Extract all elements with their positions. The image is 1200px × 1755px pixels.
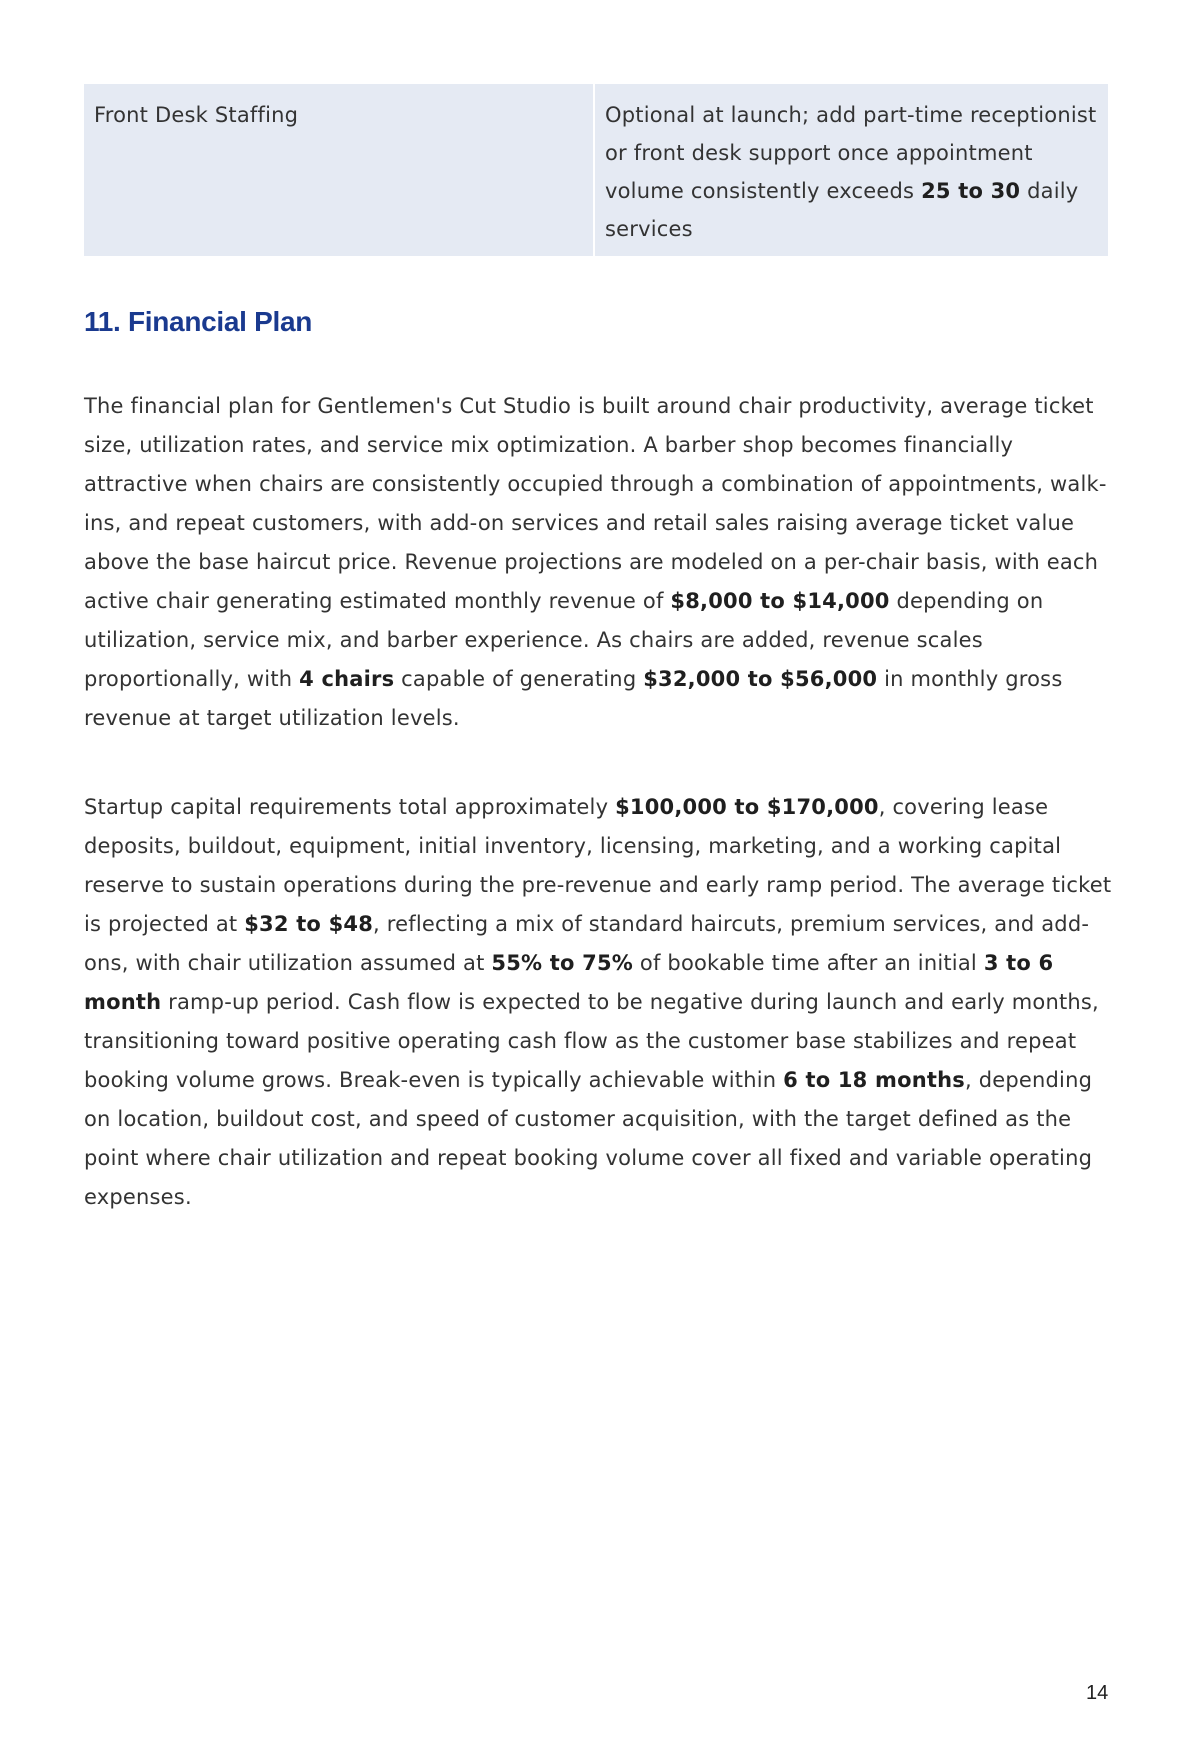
text-run: capable of generating <box>394 667 644 691</box>
text-run: of bookable time after an initial <box>633 951 984 975</box>
row-text: Optional at launch; add part-time receptionist or front desk support once appointment volume consistently exceeds <box>605 103 1097 203</box>
text-run: Startup capital requirements total approximately <box>84 795 616 819</box>
row-label: Front Desk Staffing <box>94 103 299 127</box>
page-number: 14 <box>1086 1682 1109 1704</box>
text-run: , reflecting a mix of standard haircuts, premium services, and add-ons, with chair utilization assumed at <box>84 912 1090 975</box>
text-run: , covering lease deposits, buildout, equipment, initial inventory, licensing, marketing, and a working capital reserve to sustain operations during the pre-revenue and early ramp period. The average ticket is projected at <box>84 795 1112 936</box>
row-text-end: daily services <box>605 179 1079 241</box>
bold-run: 4 chairs <box>299 667 395 691</box>
bold-run: 55% to 75% <box>491 951 634 975</box>
text-run: ramp-up period. Cash flow is expected to be negative during launch and early months, transitioning toward positive operating cash flow as the customer base stabilizes and repeat booking volume grows. Break-even is typically achievable within <box>84 990 1099 1092</box>
paragraph-startup-capital <box>84 788 1112 1217</box>
bold-run: $8,000 to $14,000 <box>670 589 890 613</box>
bold-run: $100,000 to $170,000 <box>615 795 879 819</box>
text-run: The financial plan for Gentlemen's Cut Studio is built around chair productivity, average ticket size, utilization rates, and service mix optimization. A barber shop becomes financially attractive when chairs are consistently occupied through a combination of appointments, walk-ins, and repeat customers, with add-on services and retail sales raising average ticket value above the base haircut price. Revenue projections are modeled on a per-chair basis, with each active chair generating estimated monthly revenue of <box>84 394 1107 613</box>
text-run: in monthly gross revenue at target utilization levels. <box>84 667 1063 730</box>
bold-run: 6 to 18 months <box>783 1068 965 1092</box>
text-run: , depending on location, buildout cost, and speed of customer acquisition, with the target defined as the point where chair utilization and repeat booking volume cover all fixed and variable operating expenses. <box>84 1068 1093 1209</box>
staffing-table <box>84 84 1108 256</box>
bold-run: 3 to 6 month <box>84 951 1054 1014</box>
section-heading: 11. Financial Plan <box>84 306 313 337</box>
row-highlight: 25 to 30 <box>921 179 1021 203</box>
bold-run: $32 to $48 <box>244 912 374 936</box>
bold-run: $32,000 to $56,000 <box>643 667 878 691</box>
text-run: depending on utilization, service mix, and barber experience. As chairs are added, revenue scales proportionally, with <box>84 589 1044 691</box>
table-cell-value <box>595 84 1108 256</box>
paragraph-revenue <box>84 387 1112 738</box>
table-cell-label <box>84 84 595 256</box>
